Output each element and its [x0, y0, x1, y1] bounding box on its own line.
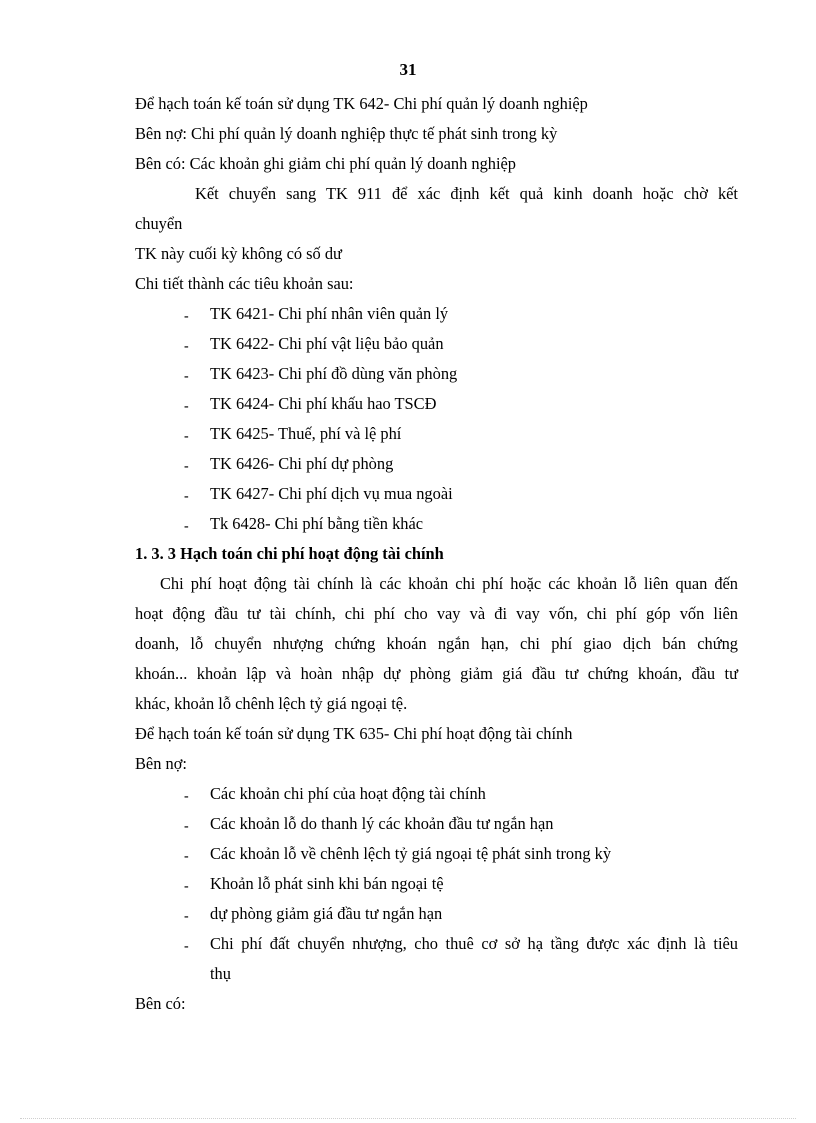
bullet-icon: - — [184, 879, 189, 894]
bullet-icon: - — [184, 519, 189, 534]
credit-label: Bên có: — [135, 994, 186, 1013]
debit-label: Bên nợ: — [135, 754, 187, 773]
list-item-text: Tk 6428- Chi phí bằng tiền khác — [210, 514, 424, 533]
list-item-text: TK 6421- Chi phí nhân viên quản lý — [210, 304, 449, 323]
paragraph-credit-642: Bên có: Các khoản ghi giảm chi phí quản lý doanh nghiệp — [135, 154, 517, 173]
section-paragraph-line: hoạt động đầu tư tài chính, chi phí cho vay và đi vay vốn, chi phí góp vốn liên — [135, 604, 738, 623]
list-item-text: Các khoản lỗ về chênh lệch tỷ giá ngoại tệ phát sinh trong kỳ — [210, 844, 612, 863]
paragraph-debit-642: Bên nợ: Chi phí quản lý doanh nghiệp thực tế phát sinh trong kỳ — [135, 124, 558, 143]
list-item-text: Khoản lỗ phát sinh khi bán ngoại tệ — [210, 874, 444, 893]
list-item-text: Các khoản chi phí của hoạt động tài chính — [210, 784, 486, 803]
paragraph-detail-intro: Chi tiết thành các tiêu khoản sau: — [135, 274, 354, 293]
bullet-icon: - — [184, 849, 189, 864]
list-item-text: TK 6427- Chi phí dịch vụ mua ngoài — [210, 484, 453, 503]
list-item-text: dự phòng giảm giá đầu tư ngắn hạn — [210, 904, 443, 923]
list-item-text: TK 6423- Chi phí đồ dùng văn phòng — [210, 364, 458, 383]
list-item-text: TK 6424- Chi phí khấu hao TSCĐ — [210, 394, 437, 413]
paragraph-no-balance: TK này cuối kỳ không có số dư — [135, 244, 342, 263]
bullet-icon: - — [184, 339, 189, 354]
page-number: 31 — [399, 60, 417, 79]
bullet-icon: - — [184, 789, 189, 804]
list-item-text: TK 6426- Chi phí dự phòng — [210, 454, 394, 473]
bullet-icon: - — [184, 429, 189, 444]
paragraph-tk635: Để hạch toán kế toán sử dụng TK 635- Chi phí hoạt động tài chính — [135, 724, 573, 743]
section-paragraph-line: khác, khoản lỗ chênh lệch tỷ giá ngoại tệ. — [135, 694, 408, 713]
section-paragraph-line: doanh, lỗ chuyển nhượng chứng khoán ngắn hạn, chi phí giao dịch bán chứng — [135, 634, 738, 653]
bullet-icon: - — [184, 939, 189, 954]
section-paragraph-line: khoán... khoản lập và hoàn nhập dự phòng giảm giá đầu tư chứng khoán, đầu tư — [135, 664, 738, 683]
paragraph-transfer-line2: chuyển — [135, 214, 183, 233]
bullet-icon: - — [184, 819, 189, 834]
list-item-text: TK 6425- Thuế, phí và lệ phí — [210, 424, 402, 443]
section-paragraph-line: Chi phí hoạt động tài chính là các khoản chi phí hoặc các khoản lỗ liên quan đến — [160, 574, 738, 593]
bullet-icon: - — [184, 309, 189, 324]
page-bottom-rule — [20, 1118, 796, 1119]
bullet-icon: - — [184, 369, 189, 384]
bullet-icon: - — [184, 909, 189, 924]
paragraph-transfer-line1: Kết chuyển sang TK 911 để xác định kết quả kinh doanh hoặc chờ kết — [195, 184, 738, 203]
list-item-text-continuation: thụ — [210, 964, 231, 983]
list-item-text: Các khoản lỗ do thanh lý các khoản đầu tư ngắn hạn — [210, 814, 554, 833]
bullet-icon: - — [184, 399, 189, 414]
bullet-icon: - — [184, 489, 189, 504]
list-item-text: TK 6422- Chi phí vật liệu bảo quản — [210, 334, 444, 353]
list-item-text: Chi phí đất chuyển nhượng, cho thuê cơ sở hạ tầng được xác định là tiêu — [210, 934, 738, 953]
section-heading: 1. 3. 3 Hạch toán chi phí hoạt động tài chính — [135, 544, 444, 563]
paragraph-tk642: Để hạch toán kế toán sử dụng TK 642- Chi phí quản lý doanh nghiệp — [135, 94, 588, 113]
bullet-icon: - — [184, 459, 189, 474]
